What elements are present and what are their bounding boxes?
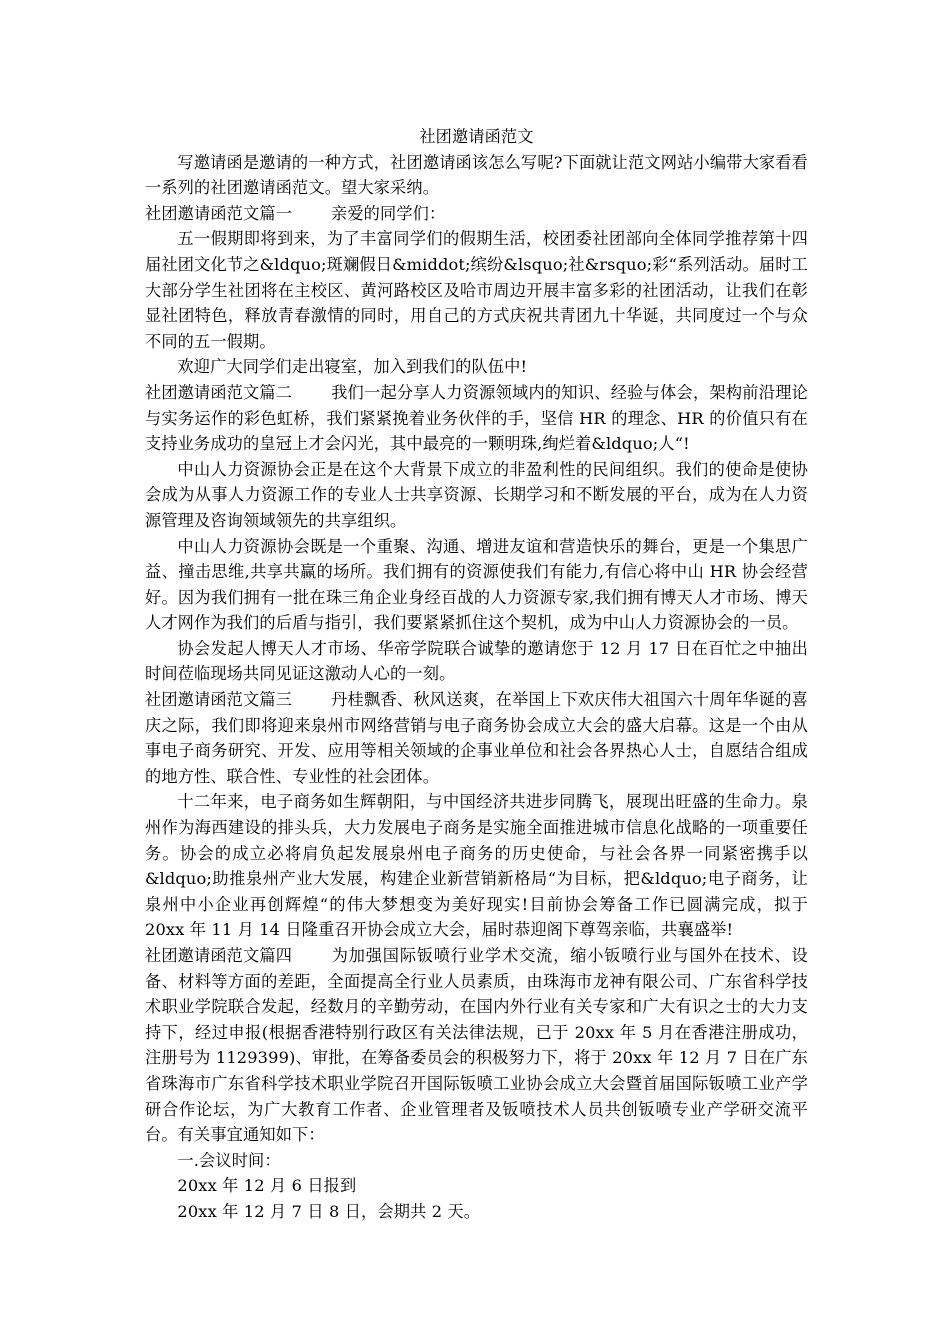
section-1-paragraph-1: 五一假期即将到来，为了丰富同学们的假期生活，校团委社团部向全体同学推荐第十四届社团文化节之&ldquo;斑斓假日&middot;缤纷&lsquo;社&rsquo;彩“系列活动。届时工大部分学生社团将在主校区、黄河路校区及哈市周边开展丰富多彩的社团活动，让我们在彰显社团特色，释放青春激情的同时，用自己的方式庆祝共青团九十华诞，共同度过一个与众不同的五一假期。 (145, 229, 808, 351)
section-2-paragraph-2: 中山人力资源协会既是一个重聚、沟通、增进友谊和营造快乐的舞台，更是一个集思广益、撞击思维,共享共赢的场所。我们拥有的资源使我们有能力,有信心将中山 HR 协会经营好。因为我们拥有一批在珠三角企业身经百战的人力资源专家,我们拥有博天人才市场、博天人才网作为我们的后盾与指引，我们要紧紧抓住这个契机，成为中山人力资源协会的一员。 (145, 536, 808, 633)
section-2-paragraph-1: 中山人力资源协会正是在这个大背景下成立的非盈利性的民间组织。我们的使命是使协会成为从事人力资源工作的专业人士共享资源、长期学习和不断发展的平台，成为在人力资源管理及咨询领域领先的共享组织。 (145, 459, 808, 530)
section-3-lead: 丹桂飘香、秋风送爽，在举国上下欢庆伟大祖国六十周年华诞的喜庆之际，我们即将迎来泉州市网络营销与电子商务协会成立大会的盛大启幕。这是一个由从事电子商务研究、开发、应用等相关领域的企事业单位和社会各界热心人士，自愿结合组成的地方性、联合性、专业性的社会团体。 (145, 690, 808, 786)
intro-paragraph: 写邀请函是邀请的一种方式，社团邀请函该怎么写呢?下面就让范文网站小编带大家看看一系列的社团邀请函范文。望大家采纳。 (145, 152, 808, 198)
document-body (145, 124, 808, 1225)
section-3-label: 社团邀请函范文篇三 (145, 690, 293, 710)
section-4-heading (145, 943, 808, 1148)
document-title: 社团邀请函范文 (419, 127, 534, 146)
section-1-label: 社团邀请函范文篇一 (145, 203, 293, 223)
section-2-heading (145, 380, 808, 457)
section-4-label: 社团邀请函范文篇四 (145, 946, 293, 965)
section-4-paragraph-3: 20xx 年 12 月 7 日 8 日，会期共 2 天。 (177, 1201, 481, 1221)
section-3-heading (145, 687, 808, 789)
section-1-heading (145, 201, 808, 227)
section-3-paragraph-1: 十二年来，电子商务如生辉朝阳，与中国经济共进步同腾飞，展现出旺盛的生命力。泉州作为海西建设的排头兵，大力发展电子商务是实施全面推进城市信息化战略的一项重要任务。协会的成立必将肩负起发展泉州电子商务的历史使命，与社会各界一同紧密携手以&ldquo;助推泉州产业大发展，构建企业新营销新格局“为目标，把&ldquo;电子商务，让泉州中小企业再创辉煌“的伟大梦想变为美好现实!目前协会筹备工作已圆满完成，拟于 20xx 年 11 月 14 日隆重召开协会成立大会，届时恭迎阁下尊驾亲临，共襄盛举! (145, 792, 808, 940)
section-4-paragraph-2: 20xx 年 12 月 6 日报到 (177, 1176, 357, 1196)
section-2-label: 社团邀请函范文篇二 (145, 382, 293, 402)
section-1-lead: 亲爱的同学们： (331, 203, 446, 223)
section-2-lead: 我们一起分享人力资源领域内的知识、经验与体会，架构前沿理论与实务运作的彩色虹桥，我们紧紧挽着业务伙伴的手，坚信 HR 的理念、HR 的价值只有在支持业务成功的皇冠上才会闪光，其中最亮的一颗明珠,绚烂着&ldquo;人“! (145, 382, 808, 454)
section-1-paragraph-2: 欢迎广大同学们走出寝室，加入到我们的队伍中! (177, 357, 528, 377)
section-4-lead: 为加强国际钣喷行业学术交流，缩小钣喷行业与国外在技术、设备、材料等方面的差距，全面提高全行业人员素质，由珠海市龙神有限公司、广东省科学技术职业学院联合发起，经数月的辛勤劳动，在国内外行业有关专家和广大有识之士的大力支持下，经过申报(根据香港特别行政区有关法律法规，已于 20xx 年 5 月在香港注册成功，注册号为 1129399)、审批，在筹备委员会的积极努力下，将于 20xx 年 12 月 7 日在广东省珠海市广东省科学技术职业学院召开国际钣喷工业协会成立大会暨首届国际钣喷工业产学研合作论坛，为广大教育工作者、企业管理者及钣喷技术人员共创钣喷专业产学研交流平台。有关事宜通知如下： (145, 946, 808, 1145)
section-2-paragraph-3: 协会发起人博天人才市场、华帝学院联合诚挚的邀请您于 12 月 17 日在百忙之中抽出时间莅临现场共同见证这激动人心的一刻。 (145, 638, 808, 684)
section-4-paragraph-1: 一.会议时间： (177, 1150, 281, 1170)
